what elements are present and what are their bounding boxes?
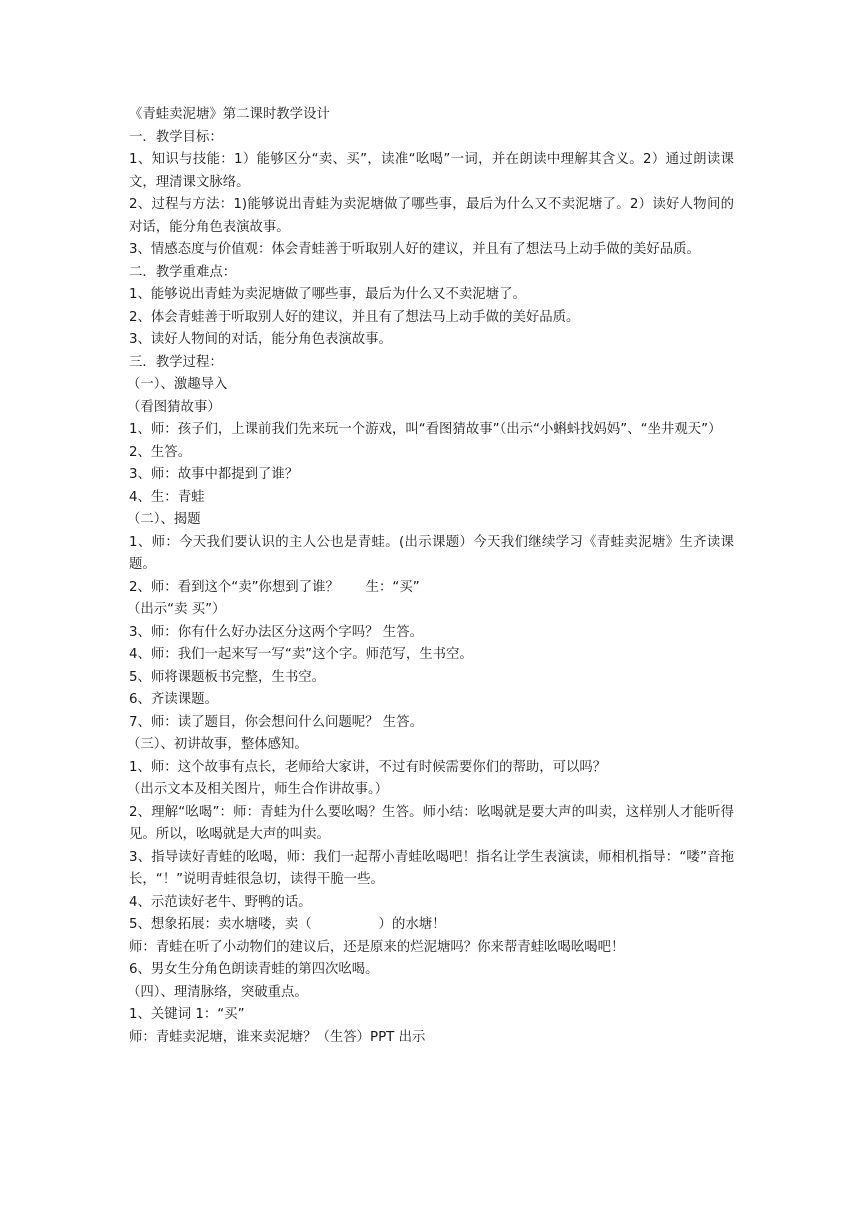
section-heading-key-points: 二．教学重难点：	[129, 264, 237, 280]
paragraph: 师：青蛙在听了小动物们的建议后，还是原来的烂泥塘吗？你来帮青蛙吆喝吆喝吧！	[129, 939, 625, 955]
paragraph: 3、师：你有什么好办法区分这两个字吗？ 生答。	[129, 624, 423, 640]
paragraph: 4、生：青蛙	[129, 489, 205, 505]
paragraph: 7、师：读了题目，你会想问什么问题呢？ 生答。	[129, 714, 423, 730]
paragraph: 3、读好人物间的对话，能分角色表演故事。	[129, 332, 392, 347]
document-title: 《青蛙卖泥塘》第二课时教学设计	[129, 107, 330, 122]
subsection-heading: （三）、初讲故事，整体感知。	[127, 737, 308, 752]
section-heading-process: 三．教学过程：	[129, 354, 223, 370]
paragraph: 4、示范读好老牛、野鸭的话。	[129, 894, 312, 910]
paragraph: （出示“卖 买”）	[127, 602, 226, 617]
paragraph: 1、关键词 1：“买”	[129, 1007, 245, 1022]
paragraph: 2、过程与方法：1)能够说出青蛙为卖泥塘做了哪些事，最后为什么又不卖泥塘了。2）读好人物间的对话，能分角色表演故事。	[129, 197, 734, 235]
paragraph: （出示文本及相关图片，师生合作讲故事。）	[127, 782, 389, 797]
paragraph: 1、知识与技能：1）能够区分“卖、买”，读准“吆喝”一词，并在朗读中理解其含义。2）通过朗读课文，理清课文脉络。	[129, 152, 734, 190]
paragraph: （看图猜故事）	[127, 399, 221, 415]
paragraph: 5、想象拓展：卖水塘喽，卖（ ）的水塘！	[129, 917, 446, 932]
paragraph: 1、师：这个故事有点长，老师给大家讲，不过有时候需要你们的帮助，可以吗？	[129, 759, 607, 775]
subsection-heading: （四）、理清脉络，突破重点。	[127, 984, 308, 1000]
paragraph: 1、师：今天我们要认识的主人公也是青蛙。(出示课题）今天我们继续学习《青蛙卖泥塘》生齐读课题。	[129, 534, 734, 572]
paragraph: 6、男女生分角色朗读青蛙的第四次吆喝。	[129, 962, 379, 977]
paragraph: 1、师：孩子们，上课前我们先来玩一个游戏，叫“看图猜故事”（出示“小蝌蚪找妈妈”、“坐井观天”）	[129, 422, 722, 437]
paragraph: 3、指导读好青蛙的吆喝，师：我们一起帮小青蛙吆喝吧！指名让学生表演读，师相机指导：“喽”音拖长，“！”说明青蛙很急切，读得干脆一些。	[129, 849, 734, 887]
paragraph: 6、齐读课题。	[129, 692, 218, 707]
section-heading-objectives: 一．教学目标：	[129, 129, 223, 145]
subsection-heading: （二）、揭题	[127, 512, 201, 527]
paragraph: 4、师：我们一起来写一写“卖”这个字。师范写，生书空。	[129, 647, 473, 662]
paragraph: 3、师：故事中都提到了谁？	[129, 467, 299, 482]
document-body	[129, 104, 734, 1049]
paragraph: 2、理解“吆喝”：师：青蛙为什么要吆喝？生答。师小结：吆喝就是要大声的叫卖，这样别人才能听得见。所以，吆喝就是大声的叫卖。	[129, 804, 734, 842]
paragraph: 1、能够说出青蛙为卖泥塘做了哪些事，最后为什么又不卖泥塘了。	[129, 287, 526, 302]
subsection-heading: （一）、激趣导入	[127, 377, 228, 392]
paragraph: 2、生答。	[129, 444, 192, 460]
paragraph: 师：青蛙卖泥塘，谁来卖泥塘？（生答）PPT 出示	[129, 1029, 426, 1045]
paragraph: 2、体会青蛙善于听取别人好的建议，并且有了想法马上动手做的美好品质。	[129, 309, 580, 325]
paragraph: 5、师将课题板书完整，生书空。	[129, 669, 325, 685]
paragraph: 2、师：看到这个“卖”你想到了谁？ 生：“买”	[129, 579, 420, 595]
paragraph: 3、情感态度与价值观：体会青蛙善于听取别人好的建议，并且有了想法马上动手做的美好品质。	[129, 242, 700, 257]
